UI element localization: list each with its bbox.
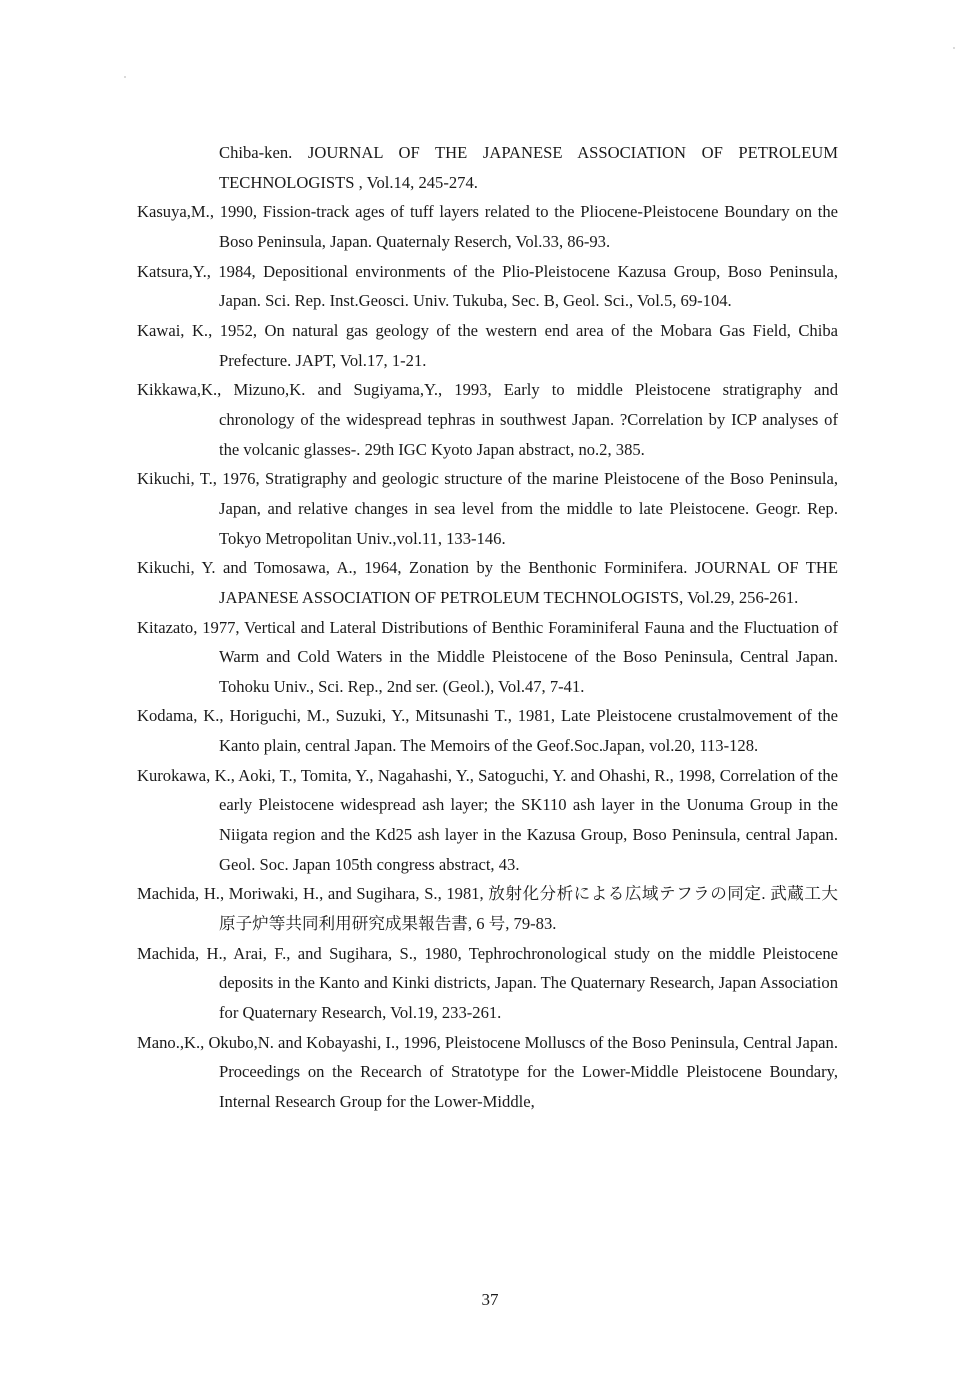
reference-entry-mano-1996: Mano.,K., Okubo,N. and Kobayashi, I., 1996, Pleistocene Molluscs of the Boso Peninsula, Central Japan. Proceedings on the Recearch of Stratotype for the Lower-Middle Pleistocene Boundary, Internal Research Group for the Lower-Middle, [137, 1032, 838, 1111]
reference-entry-kikuchi-1976: Kikuchi, T., 1976, Stratigraphy and geologic structure of the marine Pleistocene of the Boso Peninsula, Japan, and relative changes in sea level from the middle to late Pleistocene. Geogr. Rep. Tokyo Metropolitan Univ.,vol.11, 133-146. [137, 469, 838, 548]
scan-speck [953, 47, 955, 49]
reference-entry-machida-1980: Machida, H., Arai, F., and Sugihara, S., 1980, Tephrochronological study on the middle Pleistocene deposits in the Kanto and Kinki districts, Japan. The Quaternary Research, Japan Association for Quaternary Research, Vol.19, 233-261. [137, 943, 838, 1023]
page-number: 37 [481, 1290, 499, 1309]
reference-entry-kurokawa-1998: Kurokawa, K., Aoki, T., Tomita, Y., Nagahashi, Y., Satoguchi, Y. and Ohashi, R., 1998, Correlation of the early Pleistocene widespread ash layer; the SK110 ash layer in the Uonuma Group in the Niigata region and the Kd25 ash layer in the Kazusa Group, Boso Peninsula, central Japan. Geol. Soc. Japan 105th congress abstract, 43. [137, 765, 838, 874]
reference-entry-kikuchi-1964: Kikuchi, Y. and Tomosawa, A., 1964, Zonation by the Benthonic Forminifera. JOURNAL OF THE JAPANESE ASSOCIATION OF PETROLEUM TECHNOLOGISTS, Vol.29, 256-261. [137, 558, 838, 607]
reference-entry-continuation: Chiba-ken. JOURNAL OF THE JAPANESE ASSOCIATION OF PETROLEUM TECHNOLOGISTS , Vol.14, 245-274. [219, 143, 838, 192]
reference-entry-machida-1981: Machida, H., Moriwaki, H., and Sugihara, S., 1981, 放射化分析による広域テフラの同定. 武蔵工大原子炉等共同利用研究成果報告書, 6 号, 79-83. [137, 884, 838, 934]
scan-speck [124, 76, 126, 78]
reference-entry-katsura-1984: Katsura,Y., 1984, Depositional environments of the Plio-Pleistocene Kazusa Group, Boso Peninsula, Japan. Sci. Rep. Inst.Geosci. Univ. Tukuba, Sec. B, Geol. Sci., Vol.5, 69-104. [137, 261, 838, 311]
reference-list [137, 138, 838, 1117]
reference-entry-kawai-1952: Kawai, K., 1952, On natural gas geology of the western end area of the Mobara Gas Field, Chiba Prefecture. JAPT, Vol.17, 1-21. [137, 320, 838, 370]
reference-entry-kikkawa-1993: Kikkawa,K., Mizuno,K. and Sugiyama,Y., 1993, Early to middle Pleistocene stratigraphy and chronology of the widespread tephras in southwest Japan. ?Correlation by ICP analyses of the volcanic glasses-. 29th IGC Kyoto Japan abstract, no.2, 385. [137, 380, 838, 459]
reference-entry-kasuya-1990: Kasuya,M., 1990, Fission-track ages of tuff layers related to the Pliocene-Pleistocene Boundary on the Boso Peninsula, Japan. Quaternaly Reserch, Vol.33, 86-93. [137, 202, 838, 251]
reference-entry-kodama-1981: Kodama, K., Horiguchi, M., Suzuki, Y., Mitsunashi T., 1981, Late Pleistocene crustalmovement of the Kanto plain, central Japan. The Memoirs of the Geof.Soc.Japan, vol.20, 113-128. [137, 706, 838, 756]
reference-entry-kitazato-1977: Kitazato, 1977, Vertical and Lateral Distributions of Benthic Foraminiferal Fauna and the Fluctuation of Warm and Cold Waters in the Middle Pleistocene of the Boso Peninsula, Central Japan. Tohoku Univ., Sci. Rep., 2nd ser. (Geol.), Vol.47, 7-41. [137, 617, 838, 696]
